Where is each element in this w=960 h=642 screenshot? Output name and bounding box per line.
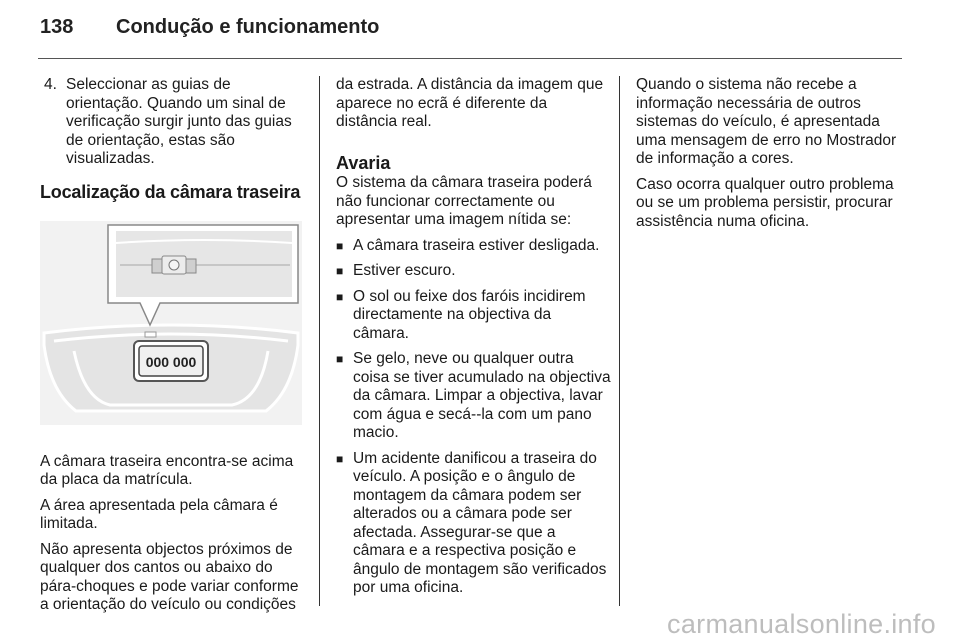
- fault-list: [336, 237, 611, 598]
- fault-intro-text: O sistema da câmara traseira poderá não funcionar correctamente ou apresentar uma imagem nítida se:: [336, 174, 592, 228]
- list-item-text: Se gelo, neve ou qualquer outra coisa se tiver acumulado na objectiva da câmara. Limpar a objectiva, lavar com água e secá--la com um pano macio.: [353, 350, 611, 441]
- camera-position-text: A câmara traseira encontra-se acima da placa da matrícula.: [40, 452, 294, 488]
- page-number: 138: [40, 16, 74, 38]
- list-item: [336, 450, 611, 598]
- bullet-icon: ■: [336, 451, 344, 466]
- column-3: [636, 76, 911, 238]
- continued-text: da estrada. A distância da imagem que aparece no ecrã é diferente da distância real.: [336, 76, 604, 130]
- step-number: 4.: [44, 76, 57, 93]
- list-item-text: O sol ou feixe dos faróis incidirem directamente na objectiva da câmara.: [353, 287, 586, 342]
- watermark: carmanualsonline.info: [667, 609, 936, 639]
- list-item: [336, 262, 611, 281]
- error-message-text: Quando o sistema não recebe a informação necessária de outros sistemas do veículo, é apresentada uma mensagem de erro no Mostrador de informação a cores.: [636, 76, 897, 167]
- column-2: [336, 76, 611, 605]
- header-rule: [38, 58, 902, 59]
- list-item: [336, 237, 611, 256]
- section-heading-camera-location: Localização da câmara traseira: [40, 181, 301, 202]
- section-heading-fault: Avaria: [336, 152, 391, 173]
- camera-area-text: A área apresentada pela câmara é limitada.: [40, 496, 278, 532]
- list-item-text: Estiver escuro.: [353, 262, 456, 279]
- step-text: Seleccionar as guias de orientação. Quando um sinal de verificação surgir junto das guias de orientação, estas são visualizadas.: [66, 76, 292, 167]
- bullet-icon: ■: [336, 238, 344, 253]
- bullet-icon: ■: [336, 352, 344, 366]
- list-item: [336, 350, 611, 443]
- bullet-icon: ■: [336, 289, 344, 304]
- camera-location-illustration: [40, 221, 302, 425]
- column-divider-1: [319, 76, 320, 606]
- numbered-step: [40, 76, 305, 169]
- bullet-icon: ■: [336, 264, 344, 278]
- plate-text: 000 000: [145, 354, 197, 370]
- column-divider-2: [619, 76, 620, 606]
- list-item-text: A câmara traseira estiver desligada.: [353, 236, 600, 254]
- service-advice-text: Caso ocorra qualquer outro problema ou se um problema persistir, procurar assistência numa oficina.: [636, 175, 894, 230]
- list-item-text: Um acidente danificou a traseira do veículo. A posição e o ângulo de montagem da câmara podem ser alterados ou a câmara pode ser afectada. Assegurar-se que a câmara e a respectiva posição e ângulo de montagem são verificados por uma oficina.: [353, 449, 607, 596]
- list-item: [336, 288, 611, 344]
- page-header: [40, 16, 379, 39]
- column-1: [40, 76, 305, 622]
- camera-limits-text: Não apresenta objectos próximos de qualquer dos cantos ou abaixo do pára-choques e pode variar conforme a orientação do veículo ou condições: [40, 540, 299, 613]
- page-title: Condução e funcionamento: [116, 16, 380, 38]
